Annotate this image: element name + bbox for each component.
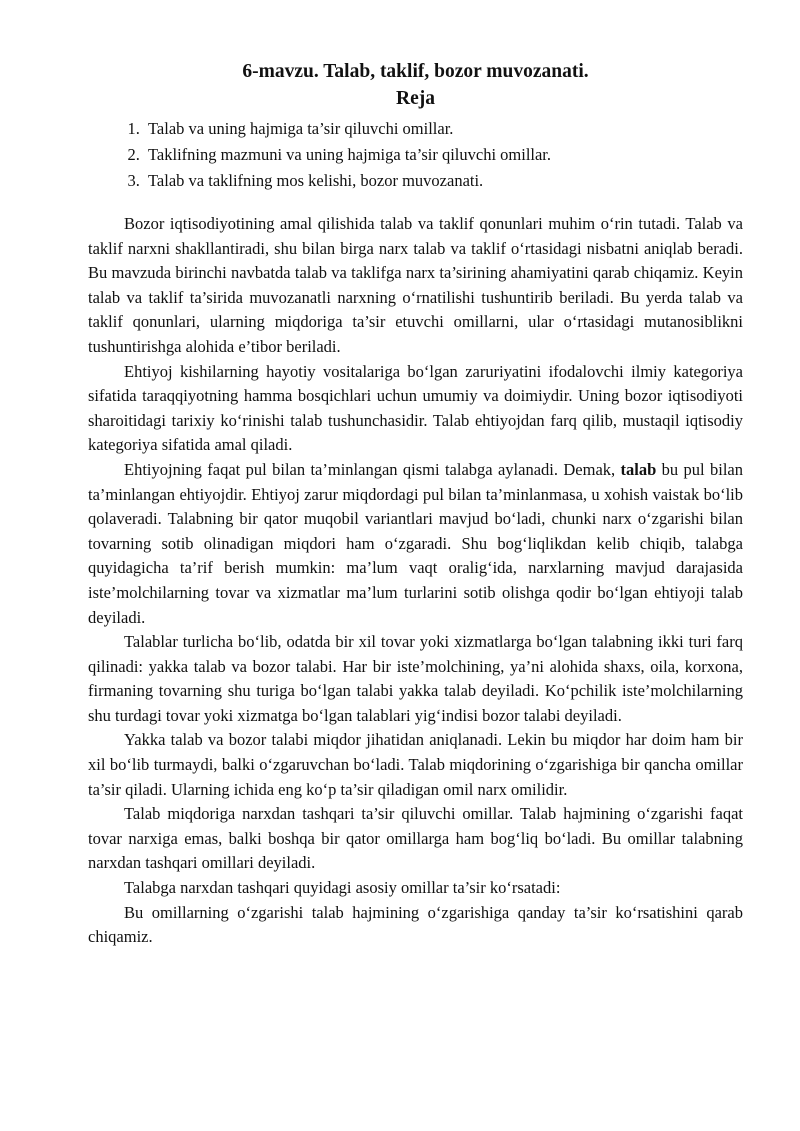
- document-body: [88, 212, 743, 950]
- paragraph: Ehtiyoj kishilarning hayotiy vositalariga bo‘lgan zaruriyatini ifodalovchi ilmiy kategoriya sifatida taraqqiyotning hamma bosqichlari uchun umumiy va doimiydir. Uning bozor iqtisodiyoti sharoitidagi tarixiy ko‘rinishi talab tushunchasidir. Talab ehtiyojdan farq qilib, mustaqil iqtisodiy kategoriya sifatida amal qiladi.: [88, 361, 743, 455]
- plan-heading: Reja: [396, 88, 435, 109]
- paragraph-demand-definition: [88, 458, 743, 630]
- paragraph: Talabga narxdan tashqari quyidagi asosiy omillar ta’sir ko‘rsatadi:: [124, 878, 561, 898]
- paragraph: Bu omillarning o‘zgarishi talab hajmining o‘zgarishiga qanday ta’sir ko‘rsatishini qarab chiqamiz.: [88, 902, 743, 947]
- paragraph-text: Ehtiyojning faqat pul bilan ta’minlangan qismi talabga aylanadi. Demak,: [124, 459, 621, 479]
- bold-term: talab: [620, 459, 657, 479]
- plan-list: [88, 116, 743, 194]
- plan-item: 1. Talab va uning hajmiga ta’sir qiluvchi omillar.: [144, 116, 743, 142]
- plan-item: 3. Talab va taklifning mos kelishi, bozor muvozanati.: [144, 168, 743, 194]
- paragraph-text: bu pul bilan ta’minlangan ehtiyojdir. Ehtiyoj zarur miqdordagi pul bilan ta’minlanmasa, u xohish vaistak bo‘lib qolaveradi. Talabning bir qator muqobil variantlari mavjud bo‘ladi, chunki narx o‘zgarishi bilan tovarning sotib olinadigan miqdori ham o‘zgaradi. Shu bog‘liqlikdan kelib chiqib, talabga quyidagicha ta’rif berish mumkin: ma’lum vaqt oralig‘ida, narxlarning mavjud darajasida iste’molchilarning tovar va xizmatlar ma’lum turlarini sotib olishga qodir bo‘lgan ehtiyoji talab deyiladi.: [88, 459, 744, 627]
- paragraph: Bozor iqtisodiyotining amal qilishida talab va taklif qonunlari muhim o‘rin tutadi. Talab va taklif narxni shakllantiradi, shu bilan birga narx talab va taklif o‘rtasidagi nisbatni aniqlab beradi. Bu mavzuda birinchi navbatda talab va taklifga narx ta’sirining ahamiyatini qarab chiqamiz. Keyin talab va taklif ta’sirida muvozanatli narxning o‘rnatilishi tushuntirib beriladi. Bu yerda talab va taklif qonunlari, ularning miqdoriga ta’sir etuvchi omillarni, ular o‘rtasidagi mutanosiblikni tushuntirishga alohida e’tibor beriladi.: [88, 214, 743, 356]
- paragraph: Yakka talab va bozor talabi miqdor jihatidan aniqlanadi. Lekin bu miqdor har doim ham bir xil bo‘lib turmaydi, balki o‘zgaruvchan bo‘ladi. Talab miqdorining o‘zgarishiga bir qancha omillar ta’sir qiladi. Ularning ichida eng ko‘p ta’sir qiladigan omil narx omilidir.: [88, 730, 743, 799]
- document-title: 6-mavzu. Talab, taklif, bozor muvozanati.: [242, 61, 589, 82]
- plan-item: 2. Taklifning mazmuni va uning hajmiga ta’sir qiluvchi omillar.: [144, 142, 743, 168]
- paragraph: Talablar turlicha bo‘lib, odatda bir xil tovar yoki xizmatlarga bo‘lgan talabning ikki turi farq qilinadi: yakka talab va bozor talabi. Har bir iste’molchining, ya’ni alohida shaxs, oila, korxona, firmaning tovarning shu turiga bo‘lgan talabi yakka talab deyiladi. Ko‘pchilik iste’molchilarning shu turdagi tovar yoki xizmatga bo‘lgan talablari yig‘indisi bozor talabi deyiladi.: [88, 632, 743, 725]
- paragraph: Talab miqdoriga narxdan tashqari ta’sir qiluvchi omillar. Talab hajmining o‘zgarishi faqat tovar narxiga emas, balki boshqa bir qator omillarga ham bog‘liq bo‘ladi. Bu omillar talabning narxdan tashqari omillari deyiladi.: [88, 804, 743, 873]
